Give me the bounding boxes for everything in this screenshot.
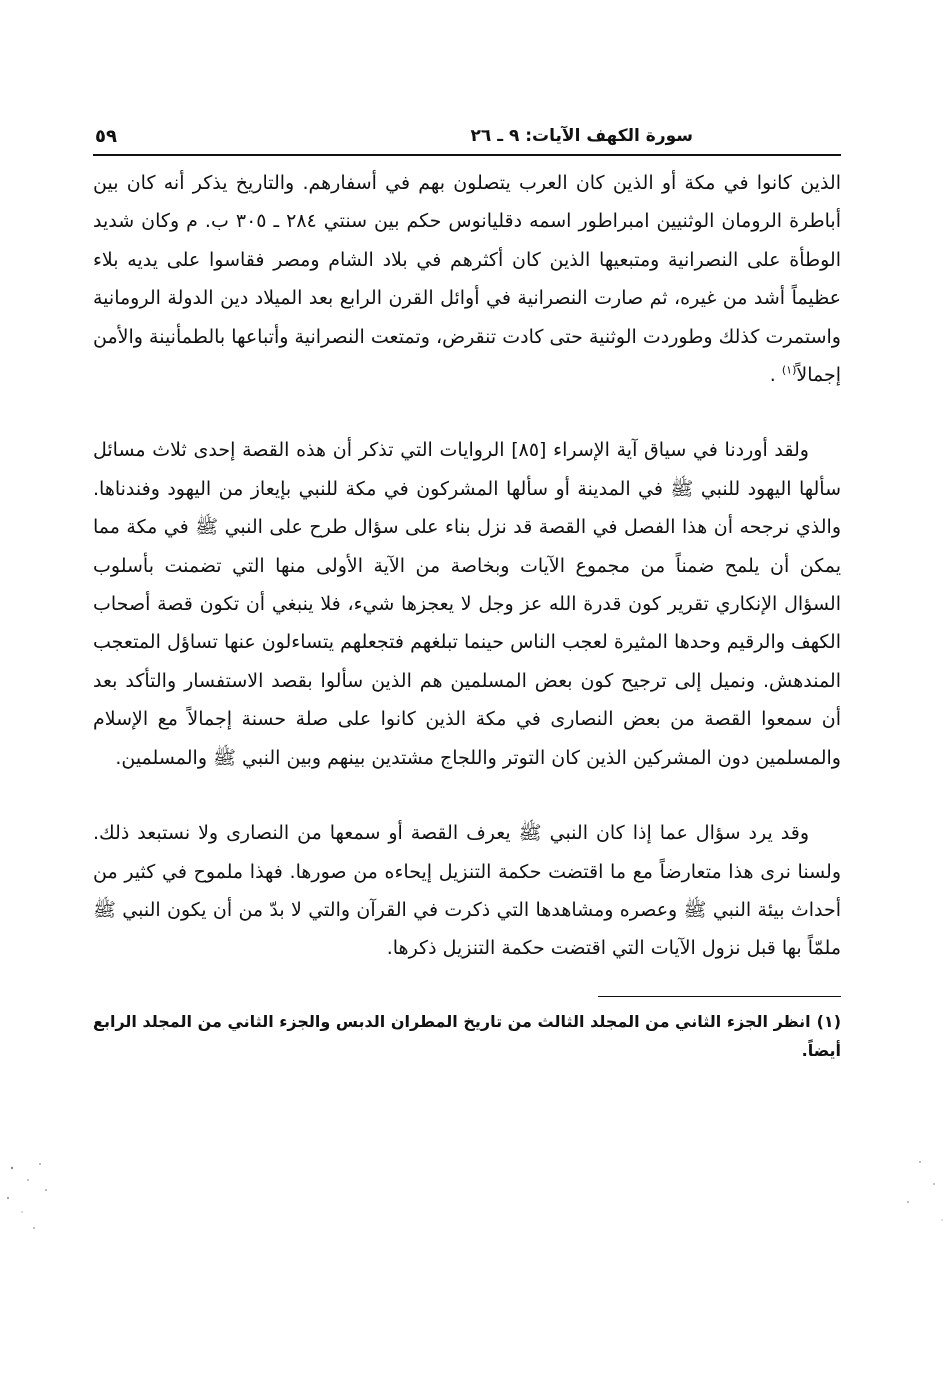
footnote-number: (١) (816, 1011, 841, 1031)
body-text (93, 164, 841, 968)
paragraph-2 (93, 431, 841, 777)
running-title: سورة الكهف الآيات: ٩ ـ ٢٦ (470, 126, 693, 146)
footnote-reference: (١) (781, 363, 797, 377)
paragraph-3-text: وقد يرد سؤال عما إذا كان النبي ﷺ يعرف القصة أو سمعها من النصارى ولا نستبعد ذلك. ولسنا نرى هذا متعارضاً مع ما اقتضت حكمة التنزيل إيحاءه من صورها. فهذا ملموح في كثير من أحداث بيئة النبي ﷺ وعصره ومشاهدها التي ذكرت في القرآن والتي لا بدّ من أن يكون النبي ﷺ ملمّاً بها قبل نزول الآيات التي اقتضت حكمة التنزيل ذكرها. (93, 822, 841, 960)
paragraph-1 (93, 164, 841, 394)
scan-speckle-right (890, 1150, 950, 1260)
footnote-divider (598, 996, 841, 997)
footnote-text: انظر الجزء الثاني من المجلد الثالث من تاريخ المطران الدبس والجزء الثاني من المجلد الرابع أيضاً. (93, 1011, 841, 1060)
page-number: ٥٩ (95, 125, 117, 147)
paragraph-2-text: ولقد أوردنا في سياق آية الإسراء [٨٥] الروايات التي تذكر أن هذه القصة إحدى ثلاث مسائل سألها اليهود للنبي ﷺ في المدينة أو سألها المشركون في مكة للنبي بإيعاز من اليهود وفندناها. والذي نرجحه أن هذا الفصل في القصة قد نزل بناء على سؤال طرح على النبي ﷺ في مكة مما يمكن أن يلمح ضمناً من مجموع الآيات وبخاصة من الآية الأولى منها التي تضمنت بأسلوب السؤال الإنكاري تقرير كون قدرة الله عز وجل لا يعجزها شيء، فلا ينبغي أن تكون قصة أصحاب الكهف والرقيم وحدها المثيرة لعجب الناس حينما تبلغهم فتجعلهم يتساءلون عنها تساؤل المتعجب المندهش. ونميل إلى ترجيح كون بعض المسلمين هم الذين سألوا بقصد الاستفسار والتأكد بعد أن سمعوا القصة من بعض النصارى في مكة الذين كانوا على صلة حسنة إجمالاً مع الإسلام والمسلمين دون المشركين الذين كان التوتر واللجاج مشتدين بينهم وبين النبي ﷺ والمسلمين. (93, 439, 841, 769)
paragraph-1-end: . (769, 364, 782, 387)
page-header (93, 118, 841, 156)
footnote (93, 1007, 841, 1065)
paragraph-3 (93, 814, 841, 968)
scan-speckle-left (0, 1150, 60, 1270)
book-page (93, 118, 841, 1065)
paragraph-1-text: الذين كانوا في مكة أو الذين كان العرب يتصلون بهم في أسفارهم. والتاريخ يذكر أنه كان بين أباطرة الرومان الوثنيين امبراطور اسمه دقليانوس حكم بين سنتي ٢٨٤ ـ ٣٠٥ ب. م وكان شديد الوطأة على النصرانية ومتبعيها الذين كان أكثرهم في بلاد الشام ومصر فقاسوا على يديه بلاء عظيماً أشد من غيره، ثم صارت النصرانية في أوائل القرن الرابع بعد الميلاد دين الدولة الرومانية واستمرت كذلك وطوردت الوثنية حتى كادت تنقرض، وتمتعت النصرانية وأتباعها بالطمأنينة والأمن إجمالاً (93, 172, 841, 387)
